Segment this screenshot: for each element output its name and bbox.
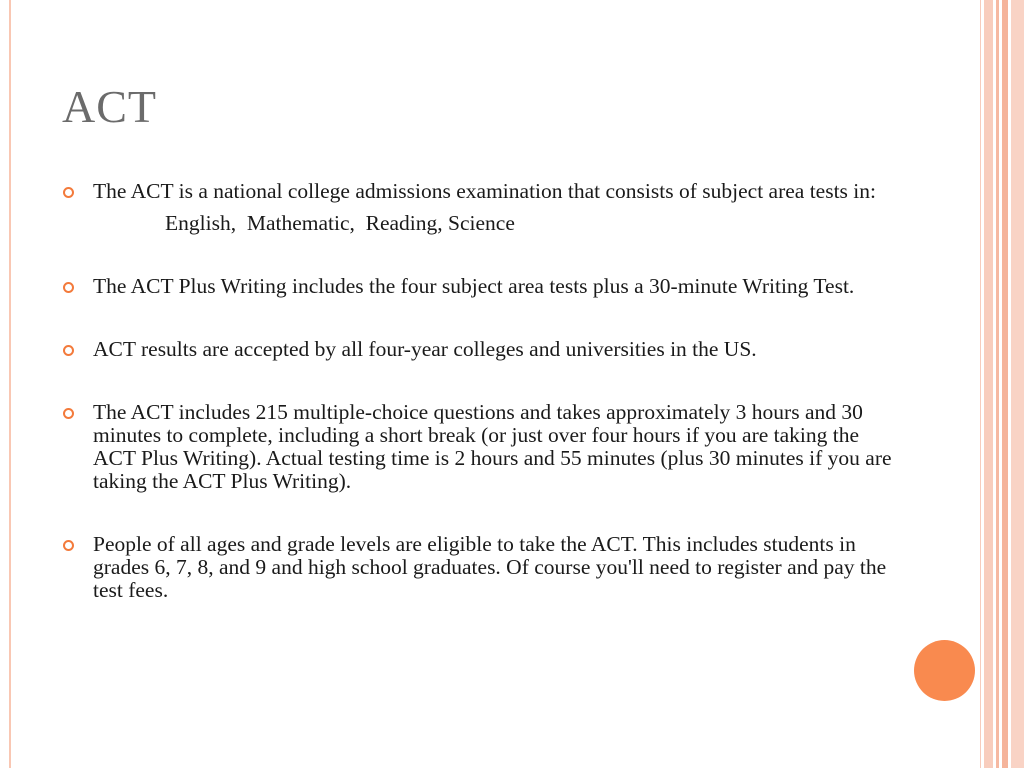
stripe [1011, 0, 1024, 768]
ring-bullet-icon [63, 282, 74, 293]
left-border-line [9, 0, 11, 768]
slide-title: ACT [62, 81, 157, 132]
bullet-text: ACT results are accepted by all four-year colleges and universities in the US. [93, 337, 757, 361]
decorative-stripes [980, 0, 1024, 768]
bullet-text: The ACT is a national college admissions examination that consists of subject area tests in: [93, 179, 876, 203]
bullet-item [62, 533, 892, 602]
ring-bullet-icon [63, 408, 74, 419]
bullet-text: The ACT includes 215 multiple-choice questions and takes approximately 3 hours and 30 minutes to complete, including a short break (or just over four hours if you are taking the ACT Plus Writing). Actual testing time is 2 hours and 55 minutes (plus 30 minutes if you are taking the ACT Plus Writing). [93, 400, 892, 493]
stripe [996, 0, 999, 768]
bullet-item [62, 180, 892, 235]
bullet-item [62, 401, 892, 493]
bullet-item [62, 338, 892, 361]
stripe [984, 0, 993, 768]
ring-bullet-icon [63, 345, 74, 356]
bullet-text: The ACT Plus Writing includes the four subject area tests plus a 30-minute Writing Test. [93, 274, 855, 298]
bullet-list [62, 180, 892, 642]
decorative-circle [914, 640, 975, 701]
ring-bullet-icon [63, 187, 74, 198]
subject-list: English, Mathematic, Reading, Science [165, 211, 515, 235]
ring-bullet-icon [63, 540, 74, 551]
stripe [980, 0, 981, 768]
stripe [1002, 0, 1008, 768]
bullet-text: People of all ages and grade levels are eligible to take the ACT. This includes students in grades 6, 7, 8, and 9 and high school graduates. Of course you'll need to register and pay the test fees. [93, 532, 887, 602]
bullet-item [62, 275, 892, 298]
